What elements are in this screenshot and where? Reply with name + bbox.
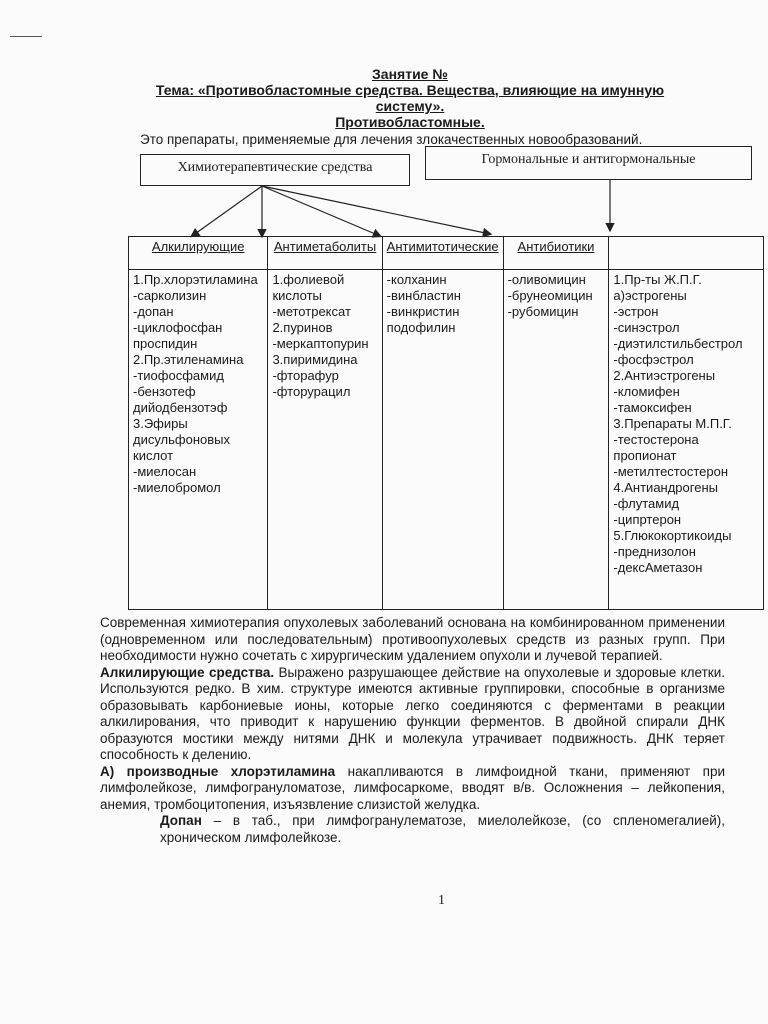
cell-hormonal: 1.Пр-ты Ж.П.Г. а)эстрогены -эстрон -синэстрол -диэтилстильбестрол -фосфэстрол 2.Антиэстрогены -кломифен -тамоксифен 3.Препараты М.П.Г. -тестостерона пропионат -метилтестостерон 4.Антиандрогены -флутамид -ципртерон 5.Глюкокортикоиды -преднизолон -дексAметазон bbox=[609, 270, 764, 610]
body-text bbox=[100, 615, 725, 846]
lesson-number: Занятие № bbox=[372, 66, 448, 82]
chlorethylamine-text: накапливаются в лимфоидной ткани, применяют при лимфолейкозе, лимфогрануломатозе, лимфосаркоме, вводят в/в. Осложнения – лейкопения, анемия, тромбоцитопения, изъязвление слизистой желудка. bbox=[100, 763, 725, 812]
intro-text: Это препараты, применяемые для лечения злокачественных новообразований. bbox=[140, 132, 643, 147]
header-antimitotic: Антимитотические bbox=[382, 237, 503, 270]
cell-antimetabolites: 1.фолиевой кислоты -метотрексат 2.пуринов -меркаптопурин 3.пиримидина -фторафур -фторурацил bbox=[268, 270, 382, 610]
hormonal-box: Гормональные и антигормональные bbox=[425, 146, 752, 180]
paragraph-dopan bbox=[100, 813, 725, 846]
cell-antibiotics: -оливомицин -брунеомицин -рубомицин bbox=[503, 270, 609, 610]
page-number: 1 bbox=[438, 893, 445, 908]
table-row bbox=[129, 270, 764, 610]
chemo-box: Химиотерапевтические средства bbox=[140, 154, 410, 186]
section-title: Противобластомные. bbox=[335, 114, 485, 130]
alkylating-heading: Алкилирующие средства. bbox=[100, 664, 275, 680]
drug-classification-table bbox=[128, 236, 764, 610]
cell-antimitotic: -колханин -винбластин -винкристин подофилин bbox=[382, 270, 503, 610]
table-header-row bbox=[129, 237, 764, 270]
header-antibiotics: Антибиотики bbox=[503, 237, 609, 270]
header-hormonal bbox=[609, 237, 764, 270]
topic-title: Тема: «Противобластомные средства. Вещества, влияющие на имунную bbox=[155, 82, 665, 98]
dopan-text: – в таб., при лимфогранулематозе, миелолейкозе, (со спленомегалией), хроническом лимфолейкозе. bbox=[160, 813, 725, 845]
dopan-heading: Допан bbox=[160, 813, 202, 828]
paragraph-chemotherapy: Современная химиотерапия опухолевых заболеваний основана на комбинированном применении (одновременном или последовательным) противоопухолевых средств из разных групп. При необходимости нужно сочетать с хирургическим удалением опухоли и лучевой терапией. bbox=[100, 615, 725, 663]
header-alkylating: Алкилирующие bbox=[129, 237, 268, 270]
scan-mark bbox=[10, 36, 42, 37]
paragraph-chlorethylamine bbox=[100, 764, 725, 814]
header-antimetabolites: Антиметаболиты bbox=[268, 237, 382, 270]
paragraph-alkylating bbox=[100, 665, 725, 764]
cell-alkylating: 1.Пр.хлорэтиламина -сарколизин -допан -циклофосфан проспидин 2.Пр.этиленамина -тиофосфамид -бензотеф дийодбензотэф 3.Эфиры дисульфоновых кислот -миелосан -миелобромол bbox=[129, 270, 268, 610]
chlorethylamine-heading: А) производные хлорэтиламина bbox=[100, 763, 336, 779]
topic-title-cont: систему». bbox=[375, 98, 445, 114]
alkylating-text: Выражено разрушающее действие на опухолевые и здоровые клетки. Используются редко. В хим. структуре имеются активные группировки, способные в организме образовывать карбониевые ионы, которые легко соединяются с ферментами в реакции алкилирования, что приводит к нарушению функции ферментов. В двойной спирали ДНК образуются мостики между нитями ДНК и молекула утрачивает подвижность. ДНК теряет способность к делению. bbox=[100, 664, 725, 762]
